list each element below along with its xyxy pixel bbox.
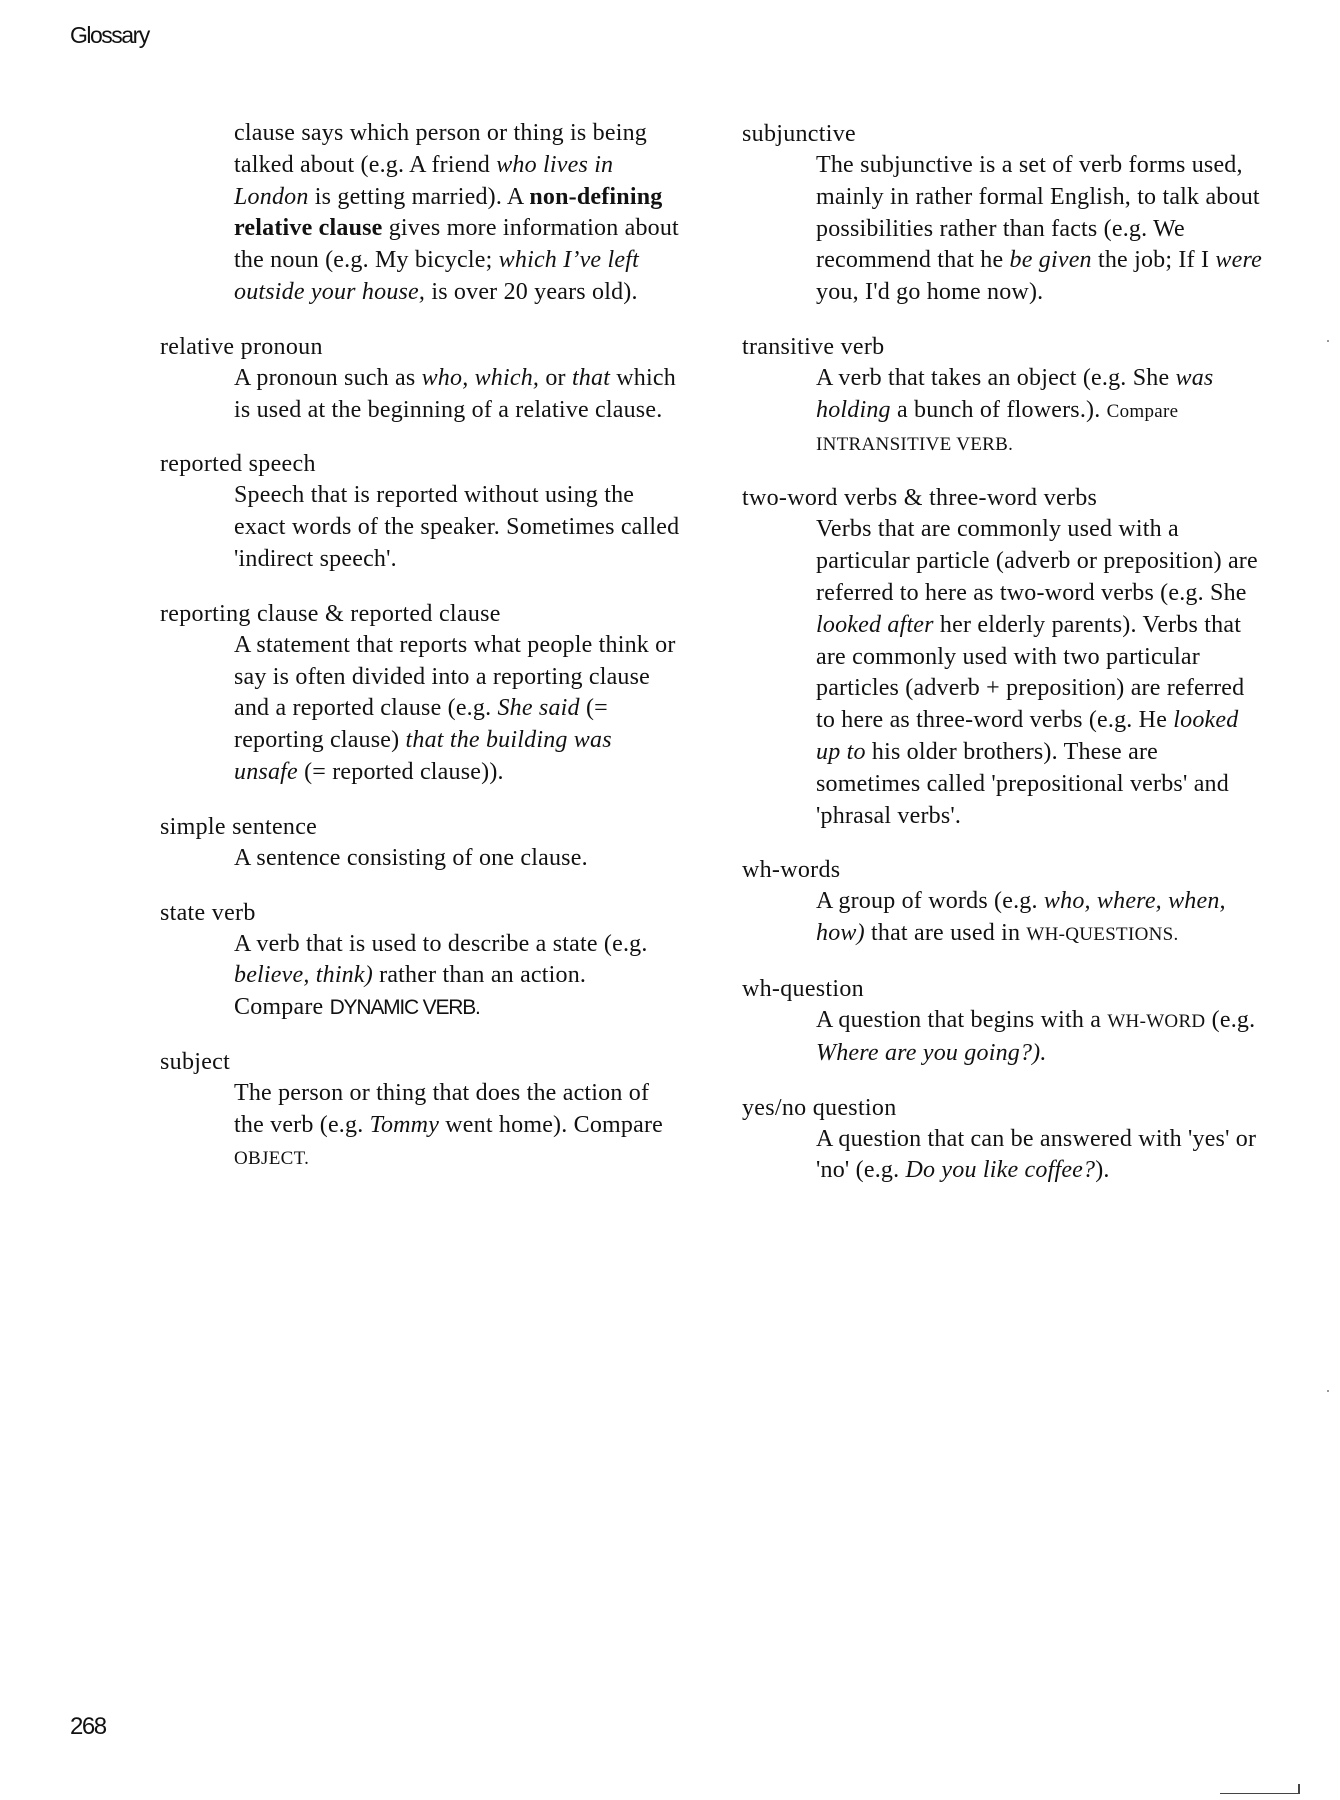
cross-reference: Compare INTRANSITIVE VERB. <box>816 400 1179 455</box>
scan-edge-mark <box>1220 1783 1300 1794</box>
entry-term: relative pronoun <box>160 333 323 360</box>
glossary-entry-simple-sentence <box>160 811 680 875</box>
glossary-entry-reporting-clause <box>160 598 680 789</box>
entry-term: yes/no question <box>742 1094 897 1121</box>
entry-term: transitive verb <box>742 333 885 360</box>
running-header: Glossary <box>70 22 149 48</box>
entry-definition: clause says which person or thing is being talked about (e.g. A friend who lives in London is getting married). A non-defining relative clause gives more information about the noun (e.g. My bicycle; which I’ve left outside your house, is over 20 years old). <box>234 120 679 305</box>
cross-reference: OBJECT. <box>234 1147 310 1169</box>
entry-term: subjunctive <box>742 121 856 147</box>
glossary-entry-wh-words <box>742 854 1262 951</box>
entry-definition: A question that begins with a WH-WORD (e.g. Where are you going?). <box>816 1006 1256 1066</box>
glossary-entry-relative-pronoun <box>160 331 680 427</box>
entry-definition: A pronoun such as who, which, or that which is used at the beginning of a relative clause. <box>234 364 676 423</box>
entry-definition: Speech that is reported without using the exact words of the speaker. Sometimes called 'indirect speech'. <box>234 482 680 572</box>
glossary-entry-subject <box>160 1046 680 1174</box>
entry-term: reporting clause & reported clause <box>160 600 501 627</box>
entry-definition: A verb that takes an object (e.g. She was holding a bunch of flowers.). Compare INTRANSITIVE VERB. <box>816 364 1214 455</box>
entry-term: two-word verbs & three-word verbs <box>742 485 1098 512</box>
entry-definition: A verb that is used to describe a state (e.g. believe, think) rather than an action. Compare DYNAMIC VERB. <box>234 930 648 1021</box>
entry-term: reported speech <box>160 451 316 478</box>
glossary-entry-wh-question <box>742 973 1262 1070</box>
entry-definition: The person or thing that does the action of the verb (e.g. Tommy went home). Compare OBJECT. <box>234 1079 664 1169</box>
glossary-entry-two-word-verbs <box>742 482 1262 832</box>
glossary-entry-state-verb <box>160 897 680 1024</box>
right-column <box>742 118 1262 1209</box>
glossary-entry-reported-speech <box>160 448 680 575</box>
entry-definition: The subjunctive is a set of verb forms used, mainly in rather formal English, to talk about possibilities rather than facts (e.g. We recommend that he be given the job; If I were you, I'd go home now). <box>816 152 1262 306</box>
entry-definition: Verbs that are commonly used with a particular particle (adverb or preposition) are referred to here as two-word verbs (e.g. She looked after her elderly parents). Verbs that are commonly used with two particular particles (adverb + preposition) are referred to here as three-word verbs (e.g. He looked up to his older brothers). These are sometimes called 'prepositional verbs' and 'phrasal verbs'. <box>816 516 1258 829</box>
entry-definition: A group of words (e.g. who, where, when, how) that are used in WH-QUESTIONS. <box>816 888 1226 947</box>
scan-speck <box>1327 340 1329 342</box>
glossary-entry-yes-no-question <box>742 1092 1262 1188</box>
left-column <box>160 118 680 1196</box>
entry-term: simple sentence <box>160 813 318 840</box>
entry-term: wh-question <box>742 975 864 1002</box>
page-number: 268 <box>70 1713 106 1740</box>
cross-reference: DYNAMIC VERB. <box>329 996 480 1020</box>
scan-speck <box>1327 1390 1329 1392</box>
entry-term: state verb <box>160 899 256 926</box>
entry-definition: A question that can be answered with 'yes' or 'no' (e.g. Do you like coffee?). <box>816 1125 1257 1184</box>
entry-term: wh-words <box>742 857 841 884</box>
glossary-entry-subjunctive <box>742 118 1262 309</box>
entry-definition: A sentence consisting of one clause. <box>234 844 588 871</box>
entry-term: subject <box>160 1048 231 1075</box>
cross-reference: WH-QUESTIONS. <box>1026 924 1179 946</box>
cross-reference: WH-WORD <box>1107 1010 1206 1032</box>
glossary-entry-relative-clause-continued <box>160 118 680 309</box>
glossary-entry-transitive-verb <box>742 331 1262 460</box>
entry-definition: A statement that reports what people think or say is often divided into a reporting clause and a reported clause (e.g. She said (= reporting clause) that the building was unsafe (= reported clause)). <box>234 631 676 785</box>
